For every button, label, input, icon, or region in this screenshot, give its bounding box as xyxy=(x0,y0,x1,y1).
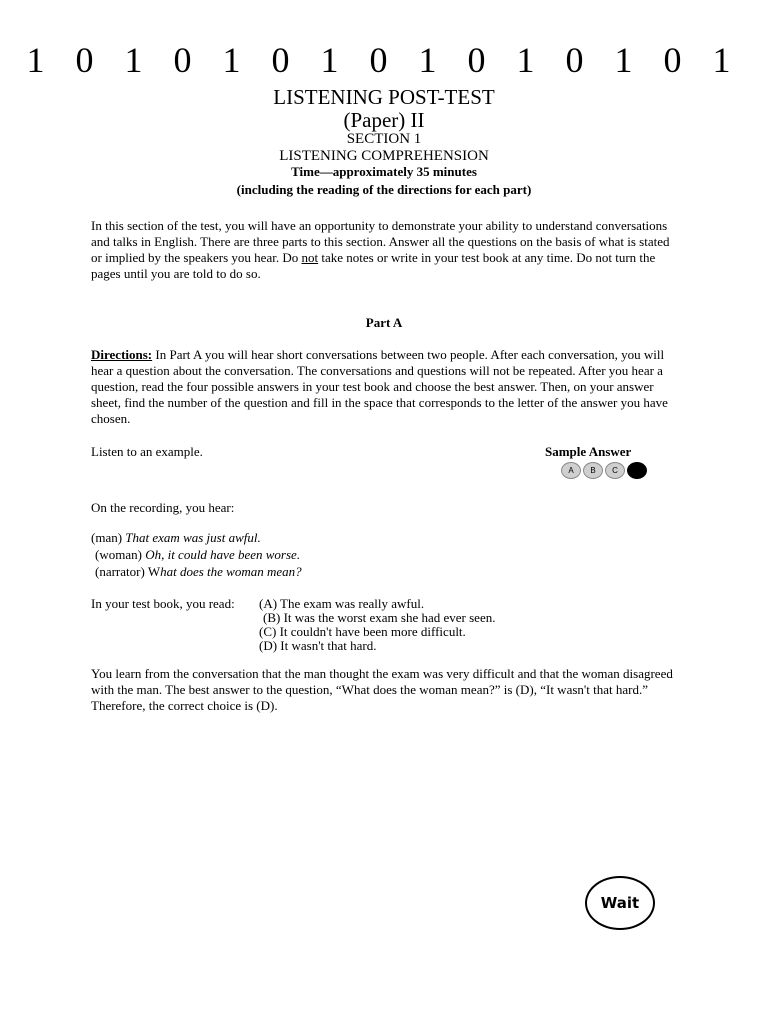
directions-text: In Part A you will hear short conversations between two people. After each conversation, you will hear a question about the conversation. The conversations and questions will not be repeated. After you hear a question, read the four possible answers in your test book and choose the best answer. Then, on your answer sheet, find the number of the question and fill in the space that corresponds to the letter of the answer you have chosen. xyxy=(91,347,668,426)
dialogue-narrator xyxy=(95,564,302,580)
sample-answer-label: Sample Answer xyxy=(545,444,632,459)
narrator-text: hat does the woman mean? xyxy=(160,564,302,579)
time-note: (including the reading of the directions for each part) xyxy=(236,182,532,197)
choice-d: (D) It wasn't that hard. xyxy=(259,638,377,653)
intro-paragraph xyxy=(91,218,681,282)
bubble-a: A xyxy=(561,462,581,479)
bubble-b: B xyxy=(583,462,603,479)
subsection-label: LISTENING COMPREHENSION xyxy=(279,148,489,164)
page-title: LISTENING POST-TEST xyxy=(273,85,495,109)
man-text: That exam was just awful. xyxy=(125,530,261,545)
directions-label: Directions: xyxy=(91,347,153,362)
narrator-label: (narrator) W xyxy=(95,564,161,579)
section-label: SECTION 1 xyxy=(346,131,422,147)
listen-example: Listen to an example. xyxy=(91,444,203,459)
explanation-paragraph: You learn from the conversation that the man thought the exam was very difficult and that the woman disagreed with the man. The best answer to the question, “What does the woman mean?” is (D), “It wasn't that hard.” Therefore, the correct choice is (D). xyxy=(91,666,673,713)
part-a-heading: Part A xyxy=(365,315,403,330)
binary-code-line: 1 0 1 0 1 0 1 0 1 0 1 0 1 0 1 xyxy=(26,40,742,80)
bubble-d-selected: D xyxy=(627,462,647,479)
dialogue-woman xyxy=(95,547,300,563)
paper-label: (Paper) II xyxy=(343,108,425,132)
woman-text: Oh, it could have been worse. xyxy=(145,547,301,562)
sample-answer-bubbles xyxy=(561,462,647,479)
on-recording-label: On the recording, you hear: xyxy=(91,500,235,515)
woman-label: (woman) xyxy=(95,547,146,562)
choice-b: (B) It was the worst exam she had ever seen. xyxy=(263,610,496,625)
intro-text-start: In this section of the test, you will have an opportunity to demonstrate your ability to understand conversations and talks in English. There are three parts to this section. Answer all the questions on the basis of what is stated or implied by the speakers you hear. Do xyxy=(91,218,670,265)
time-label: Time—approximately 35 minutes xyxy=(291,164,477,179)
choice-a: (A) The exam was really awful. xyxy=(259,596,425,611)
wait-button[interactable]: Wait xyxy=(585,876,655,930)
test-book-lead: In your test book, you read: xyxy=(91,596,235,611)
directions-paragraph xyxy=(91,347,681,427)
intro-not-word: not xyxy=(301,250,319,265)
dialogue-man xyxy=(91,530,261,546)
intro-text-end: take notes or write in your test book at any time. Do not turn the pages until you are told to do so. xyxy=(91,250,656,281)
man-label: (man) xyxy=(91,530,126,545)
bubble-c: C xyxy=(605,462,625,479)
choice-c: (C) It couldn't have been more difficult. xyxy=(259,624,466,639)
